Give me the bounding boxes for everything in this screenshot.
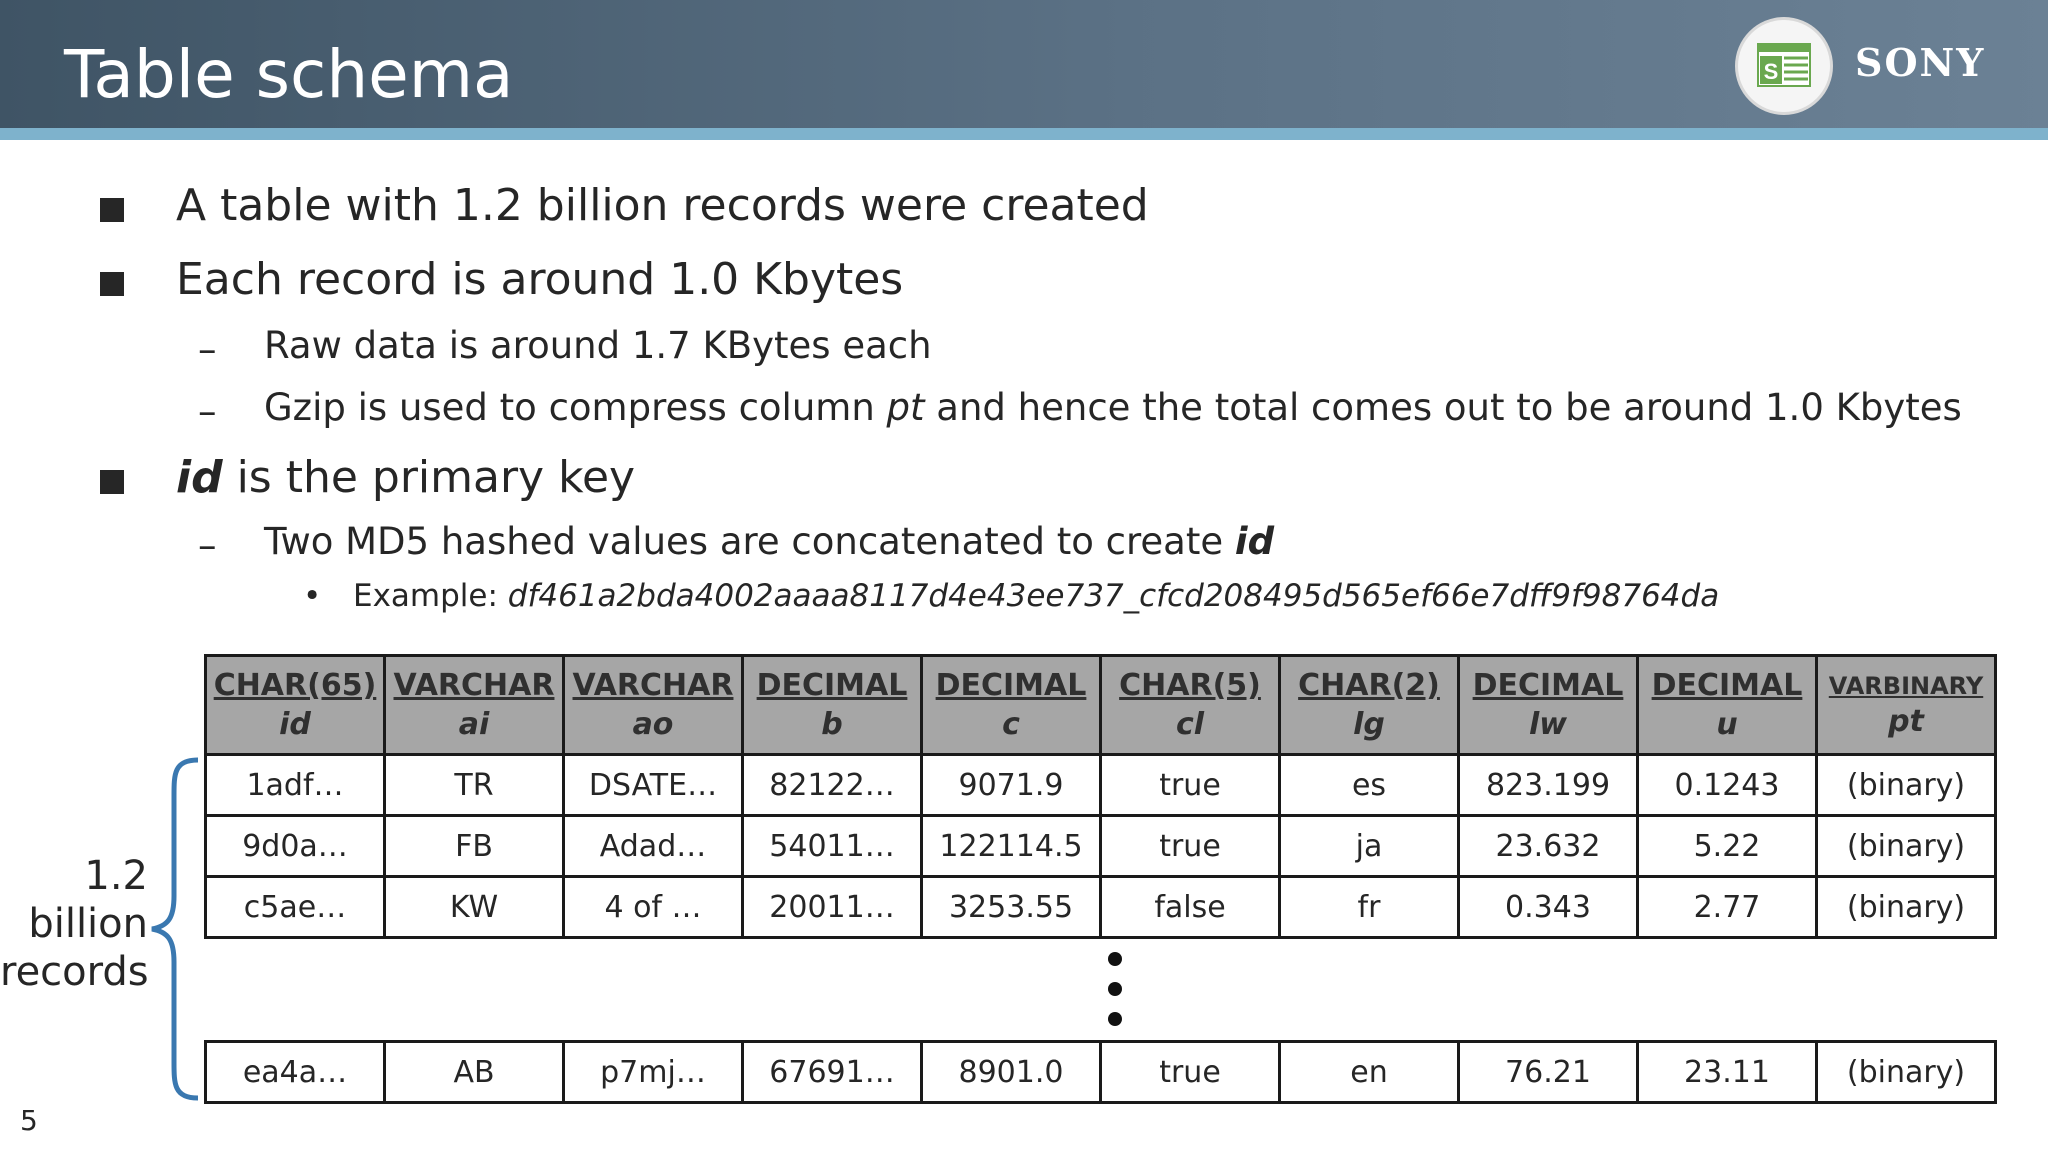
table-row xyxy=(206,1042,1996,1103)
header-accent-line xyxy=(0,128,2048,140)
column-type: CHAR(2) xyxy=(1298,668,1440,703)
table-cell: 9d0a… xyxy=(206,816,385,877)
square-bullet-icon xyxy=(100,470,124,494)
table-cell: true xyxy=(1101,1042,1280,1103)
table-cell: 3253.55 xyxy=(922,877,1101,938)
table-cell: fr xyxy=(1280,877,1459,938)
ellipsis-dots-icon xyxy=(1104,952,1126,1042)
table-cell: DSATE… xyxy=(564,755,743,816)
column-header xyxy=(385,656,564,755)
column-type: VARCHAR xyxy=(393,668,555,703)
table-cell: (binary) xyxy=(1817,816,1996,877)
table-cell: (binary) xyxy=(1817,877,1996,938)
table-cell: 76.21 xyxy=(1459,1042,1638,1103)
column-type: DECIMAL xyxy=(756,668,908,703)
table-cell: 67691… xyxy=(743,1042,922,1103)
subbullet-text: Raw data is around 1.7 KBytes each xyxy=(264,324,932,367)
column-type: DECIMAL xyxy=(1472,668,1624,703)
column-header xyxy=(922,656,1101,755)
table-cell: 4 of … xyxy=(564,877,743,938)
table-cell: 20011… xyxy=(743,877,922,938)
table-cell: ja xyxy=(1280,816,1459,877)
column-name: pt xyxy=(1888,703,1924,739)
table-cell: 823.199 xyxy=(1459,755,1638,816)
table-cell: Adad… xyxy=(564,816,743,877)
table-cell: true xyxy=(1101,816,1280,877)
column-type: CHAR(65) xyxy=(213,668,377,703)
subbullet-text: Gzip is used to compress column pt and hence the total comes out to be around 1.0 Kbytes xyxy=(264,386,1962,429)
table-cell: 9071.9 xyxy=(922,755,1101,816)
slide-header xyxy=(0,0,2048,128)
column-name: b xyxy=(821,707,843,742)
square-bullet-icon xyxy=(100,272,124,296)
column-name: id xyxy=(279,707,311,742)
table-cell: c5ae… xyxy=(206,877,385,938)
column-name: lw xyxy=(1529,707,1567,742)
table-cell: 0.1243 xyxy=(1638,755,1817,816)
table-cell: 1adf… xyxy=(206,755,385,816)
table-cell: 23.11 xyxy=(1638,1042,1817,1103)
brace-label xyxy=(0,852,148,996)
table-row xyxy=(206,877,1996,938)
table-cell: 2.77 xyxy=(1638,877,1817,938)
dot-bullet-icon: • xyxy=(303,578,322,614)
column-name: u xyxy=(1716,707,1738,742)
column-header xyxy=(1280,656,1459,755)
table-cell: (binary) xyxy=(1817,1042,1996,1103)
dash-bullet-icon: – xyxy=(198,524,217,567)
table-row xyxy=(206,755,1996,816)
brace-label-line: records xyxy=(0,949,149,995)
column-name: ai xyxy=(458,707,490,742)
slide-number: 5 xyxy=(20,1104,38,1137)
table-cell: KW xyxy=(385,877,564,938)
column-name: lg xyxy=(1353,707,1385,742)
column-header xyxy=(564,656,743,755)
bullet-text: Each record is around 1.0 Kbytes xyxy=(176,254,904,305)
column-header xyxy=(1101,656,1280,755)
square-bullet-icon xyxy=(100,198,124,222)
column-name: cl xyxy=(1175,707,1205,742)
column-name: ao xyxy=(632,707,674,742)
column-header xyxy=(1459,656,1638,755)
column-type: VARBINARY xyxy=(1828,671,1984,700)
table-cell: true xyxy=(1101,755,1280,816)
curly-brace-icon xyxy=(140,756,204,1102)
brace-label-line: billion xyxy=(28,901,148,947)
brand-logo: SONY xyxy=(1855,40,1986,85)
column-header xyxy=(1817,656,1996,755)
column-name: c xyxy=(1002,707,1020,742)
column-header xyxy=(206,656,385,755)
table-cell: es xyxy=(1280,755,1459,816)
column-type: CHAR(5) xyxy=(1119,668,1261,703)
brace-label-line: 1.2 xyxy=(84,853,148,899)
table-cell: FB xyxy=(385,816,564,877)
schema-table xyxy=(204,654,1997,939)
table-cell: ea4a… xyxy=(206,1042,385,1103)
column-type: DECIMAL xyxy=(935,668,1087,703)
table-cell: p7mj… xyxy=(564,1042,743,1103)
table-header-row xyxy=(206,656,1996,755)
table-cell: 5.22 xyxy=(1638,816,1817,877)
table-cell: en xyxy=(1280,1042,1459,1103)
table-cell: 122114.5 xyxy=(922,816,1101,877)
schema-table-last-row xyxy=(204,1040,1997,1104)
table-cell: AB xyxy=(385,1042,564,1103)
column-type: VARCHAR xyxy=(572,668,734,703)
bullet-text: A table with 1.2 billion records were created xyxy=(176,180,1149,231)
logo-letter: S xyxy=(1763,59,1779,84)
column-type: DECIMAL xyxy=(1651,668,1803,703)
dash-bullet-icon: – xyxy=(198,328,217,371)
table-cell: false xyxy=(1101,877,1280,938)
table-cell: TR xyxy=(385,755,564,816)
table-cell: 54011… xyxy=(743,816,922,877)
slide-title: Table schema xyxy=(64,36,514,113)
table-cell: 8901.0 xyxy=(922,1042,1101,1103)
column-header xyxy=(1638,656,1817,755)
subsubbullet-text: Example: df461a2bda4002aaaa8117d4e43ee737_cfcd208495d565ef66e7dff9f98764da xyxy=(353,578,1720,614)
table-cell: (binary) xyxy=(1817,755,1996,816)
subbullet-text: Two MD5 hashed values are concatenated to create id xyxy=(264,520,1275,563)
spreadsheet-logo-icon xyxy=(1738,20,1830,112)
table-row xyxy=(206,816,1996,877)
dash-bullet-icon: – xyxy=(198,390,217,433)
bullet-text: id is the primary key xyxy=(176,452,636,503)
table-cell: 23.632 xyxy=(1459,816,1638,877)
table-cell: 0.343 xyxy=(1459,877,1638,938)
table-cell: 82122… xyxy=(743,755,922,816)
column-header xyxy=(743,656,922,755)
